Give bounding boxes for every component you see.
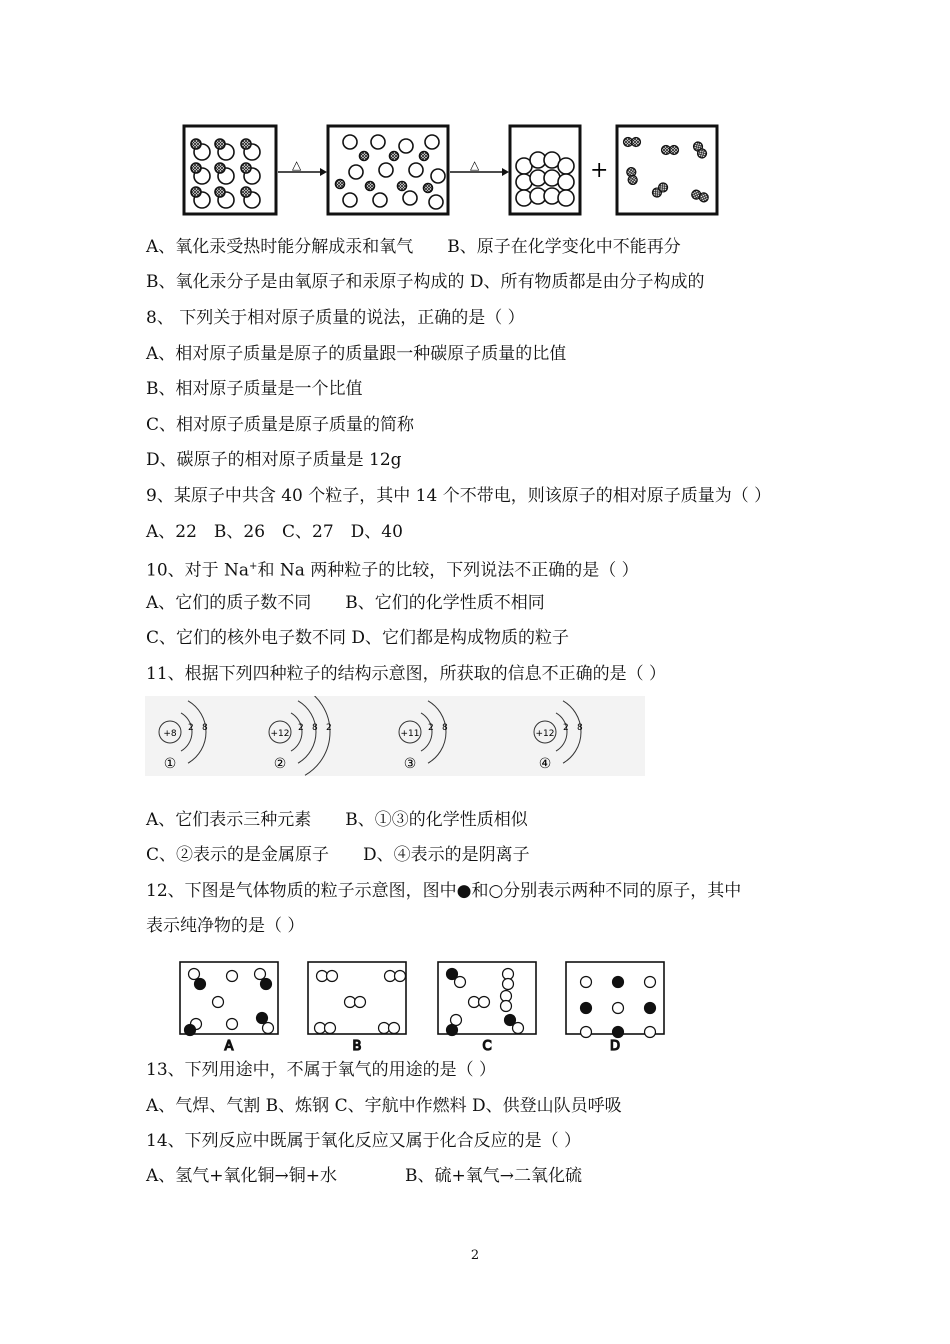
white-atom — [503, 969, 514, 980]
gas-box-C — [438, 962, 536, 1052]
gas-box-label: C — [482, 1039, 492, 1052]
white-atom — [395, 971, 406, 982]
black-atom — [257, 1013, 268, 1024]
oxygen-atom — [215, 163, 225, 173]
white-atom — [479, 997, 490, 1008]
oxygen-atom — [191, 187, 201, 197]
gas-box-label: D — [609, 1039, 621, 1052]
q14-stem: 14、下列反应中既属于氧化反应又属于化合反应的是（ ） — [146, 1131, 582, 1151]
q11-options-ab: A、它们表示三种元素 B、①③的化学性质相似 — [146, 810, 528, 830]
oxygen-atom — [360, 152, 369, 161]
oxygen-atom — [241, 139, 251, 149]
diagram-label: ② — [273, 756, 287, 772]
mercury-atom — [373, 193, 387, 207]
oxygen-atom — [241, 187, 251, 197]
oxygen-atom — [191, 163, 201, 173]
mercury-atom — [343, 135, 357, 149]
mercury-atom — [431, 169, 445, 183]
q8-option-c: C、相对原子质量是原子质量的简称 — [146, 415, 415, 435]
q9-stem: 9、某原子中共含 40 个粒子，其中 14 个不带电，则该原子的相对原子质量为（ ） — [146, 486, 772, 506]
q13-stem: 13、下列用途中，不属于氧气的用途的是（ ） — [146, 1060, 497, 1080]
oxygen-molecule — [626, 167, 638, 185]
shell-electron-count: 2 — [428, 723, 434, 733]
oxygen-atom — [336, 180, 345, 189]
mercury-oxide-decomposition-figure — [180, 120, 725, 220]
mercury-atom — [429, 195, 443, 209]
black-atom — [613, 1027, 624, 1038]
q11-options-cd: C、②表示的是金属原子 D、④表示的是阴离子 — [146, 845, 530, 865]
gas-box-label: B — [352, 1039, 362, 1052]
white-atom — [501, 991, 512, 1002]
oxygen-atom — [366, 182, 375, 191]
plus-sign: + — [590, 158, 609, 183]
oxygen-atom — [398, 182, 407, 191]
gas-box-D — [566, 962, 664, 1052]
mercury-atom — [379, 163, 393, 177]
nucleus-charge: +8 — [163, 729, 177, 739]
white-atom — [355, 997, 366, 1008]
oxygen-atom — [390, 152, 399, 161]
white-atom — [613, 1003, 624, 1014]
oxygen-molecule — [624, 138, 641, 147]
white-atom — [315, 1023, 326, 1034]
q10-options-ab: A、它们的质子数不同 B、它们的化学性质不相同 — [146, 593, 545, 613]
diagram-label: ① — [163, 756, 177, 772]
mercury-atom — [403, 191, 417, 205]
oxygen-atom — [191, 139, 201, 149]
shell-electron-count: 8 — [442, 723, 448, 733]
q9-options: A、22 B、26 C、27 D、40 — [146, 522, 403, 542]
q7-options-line-2: B、氧化汞分子是由氧原子和汞原子构成的 D、所有物质都是由分子构成的 — [146, 272, 705, 292]
mercury-atom — [343, 193, 357, 207]
black-atom — [581, 1003, 592, 1014]
white-atom — [645, 1027, 656, 1038]
white-atom — [581, 1027, 592, 1038]
mercury-atom — [399, 139, 413, 153]
shell-electron-count: 8 — [202, 723, 208, 733]
q12-stem-2: 表示纯净物的是（ ） — [146, 916, 305, 936]
q10-stem: 10、对于 Na+和 Na 两种粒子的比较，下列说法不正确的是（ ） — [146, 560, 639, 581]
white-atom — [379, 1023, 390, 1034]
mercury-atom — [558, 174, 574, 190]
oxygen-atom — [215, 139, 225, 149]
white-atom — [469, 997, 480, 1008]
white-atom — [451, 1015, 462, 1026]
white-atom — [645, 977, 656, 988]
q8-option-b: B、相对原子质量是一个比值 — [146, 379, 363, 399]
white-atom — [227, 1019, 238, 1030]
white-atom — [327, 971, 338, 982]
q11-stem: 11、根据下列四种粒子的结构示意图，所获取的信息不正确的是（ ） — [146, 664, 667, 684]
shell-electron-count: 8 — [312, 723, 318, 733]
mercury-atom — [409, 163, 423, 177]
white-atom — [503, 979, 514, 990]
white-atom — [255, 969, 266, 980]
oxygen-molecule — [692, 140, 708, 159]
mercury-atom — [558, 190, 574, 206]
white-atom — [455, 977, 466, 988]
q8-option-d: D、碳原子的相对原子质量是 12g — [146, 450, 402, 470]
white-atom — [317, 971, 328, 982]
white-atom — [581, 977, 592, 988]
oxygen-molecule — [662, 146, 679, 155]
white-atom — [263, 1023, 274, 1034]
q13-options: A、气焊、气割 B、炼钢 C、宇航中作燃料 D、供登山队员呼吸 — [146, 1096, 622, 1116]
q7-options-line-1: A、氧化汞受热时能分解成汞和氧气 B、原子在化学变化中不能再分 — [146, 237, 681, 257]
q8-stem: 8、 下列关于相对原子质量的说法，正确的是（ ） — [146, 308, 525, 328]
black-atom — [447, 1025, 458, 1036]
shell-electron-count: 2 — [326, 723, 332, 733]
q8-option-a: A、相对原子质量是原子的质量跟一种碳原子质量的比值 — [146, 344, 567, 364]
gas-box-label: A — [224, 1039, 234, 1052]
oxygen-molecule — [651, 181, 670, 199]
q14-options: A、氢气+氧化铜→铜+水 B、硫+氧气→二氧化硫 — [146, 1166, 582, 1186]
diagram-label: ③ — [403, 756, 417, 772]
mercury-atom — [425, 135, 439, 149]
black-atom — [261, 979, 272, 990]
shell-electron-count: 2 — [563, 723, 569, 733]
white-atom — [227, 971, 238, 982]
gas-box-B — [308, 962, 406, 1052]
gas-particle-diagrams — [176, 958, 676, 1052]
black-atom — [613, 977, 624, 988]
shell-electron-count: 2 — [298, 723, 304, 733]
white-atom — [325, 1023, 336, 1034]
white-atom — [213, 997, 224, 1008]
shell-electron-count: 2 — [188, 723, 194, 733]
mercury-atom — [371, 135, 385, 149]
atomic-structure-diagrams — [145, 696, 645, 776]
nucleus-charge: +12 — [270, 729, 290, 739]
white-atom — [513, 1023, 524, 1034]
white-atom — [345, 997, 356, 1008]
nucleus-charge: +11 — [400, 729, 420, 739]
oxygen-atom — [420, 152, 429, 161]
shell-electron-count: 8 — [577, 723, 583, 733]
gas-box-A — [180, 962, 278, 1052]
black-atom — [195, 979, 206, 990]
oxygen-atom — [241, 163, 251, 173]
heat-symbol-1: △ — [292, 158, 302, 172]
mercury-atom — [558, 158, 574, 174]
nucleus-charge: +12 — [535, 729, 555, 739]
white-atom — [385, 971, 396, 982]
heat-symbol-2: △ — [470, 158, 480, 172]
q12-stem-1: 12、下图是气体物质的粒子示意图，图中●和○分别表示两种不同的原子，其中 — [146, 881, 742, 901]
oxygen-atom — [215, 187, 225, 197]
white-atom — [501, 1001, 512, 1012]
diagram-label: ④ — [538, 756, 552, 772]
oxygen-atom — [424, 184, 433, 193]
q10-options-cd: C、它们的核外电子数不同 D、它们都是构成物质的粒子 — [146, 628, 570, 648]
white-atom — [389, 1023, 400, 1034]
mercury-atom — [349, 165, 363, 179]
black-atom — [645, 1003, 656, 1014]
black-atom — [185, 1025, 196, 1036]
page-number: 2 — [470, 1248, 480, 1263]
white-atom — [189, 969, 200, 980]
oxygen-molecule — [690, 189, 709, 203]
